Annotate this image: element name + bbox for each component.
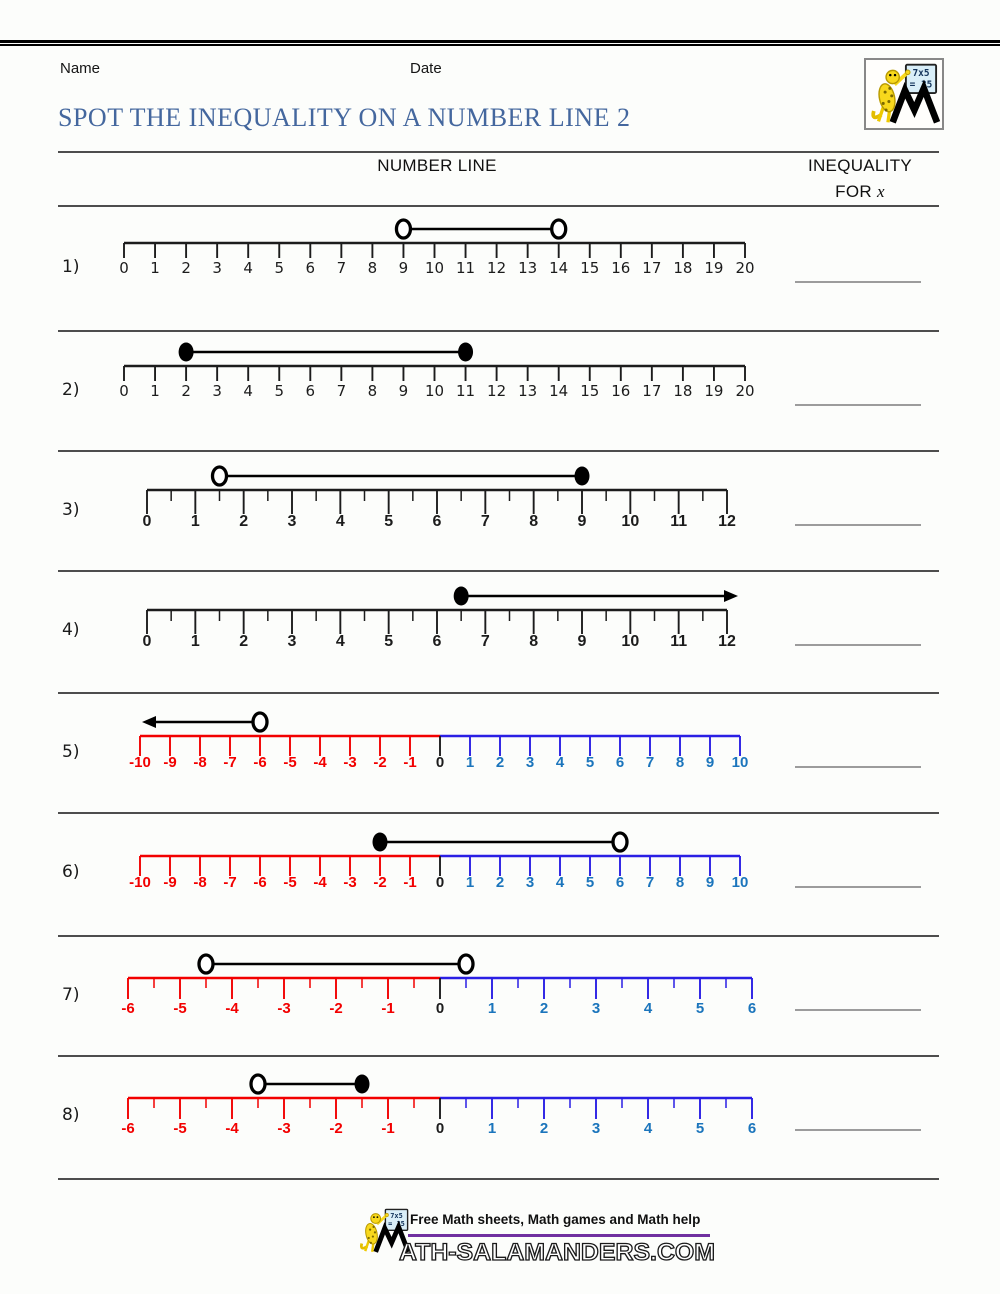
x-variable: x xyxy=(876,182,885,201)
number-line-svg xyxy=(0,450,1000,570)
number-line-2 xyxy=(0,330,1000,450)
tick-label: 4 xyxy=(335,633,345,650)
tick-label: 0 xyxy=(142,633,152,650)
number-line-8 xyxy=(0,1055,1000,1175)
tick-label: 6 xyxy=(432,513,442,530)
tick-label: 12 xyxy=(487,382,507,400)
tick-label: 11 xyxy=(456,259,476,277)
tick-label: 7 xyxy=(645,874,655,891)
tick-label: 15 xyxy=(580,259,600,277)
tick-label: 2 xyxy=(239,633,249,650)
tick-label: -10 xyxy=(129,754,151,771)
answer-blank-3[interactable] xyxy=(795,524,921,526)
closed-point xyxy=(575,467,590,486)
number-line-svg xyxy=(0,812,1000,932)
row-number-label: 4) xyxy=(62,620,80,640)
top-rule-bar xyxy=(0,40,1000,46)
tick-label: 2 xyxy=(181,382,191,400)
tick-label: 16 xyxy=(611,382,631,400)
tick-label: 1 xyxy=(150,259,160,277)
answer-blank-4[interactable] xyxy=(795,644,921,646)
tick-label: 10 xyxy=(731,874,749,891)
divider xyxy=(58,1178,939,1180)
tick-label: 6 xyxy=(747,1000,757,1017)
tick-label: 13 xyxy=(518,382,538,400)
row-number-label: 5) xyxy=(62,742,80,762)
tick-label: 20 xyxy=(735,382,755,400)
arrow-left-icon xyxy=(142,716,156,728)
tick-label: 11 xyxy=(670,513,688,530)
tick-label: 0 xyxy=(435,1120,445,1137)
number-line-svg xyxy=(0,692,1000,812)
column-header-number-line: NUMBER LINE xyxy=(377,156,497,175)
tick-label: 9 xyxy=(577,513,587,530)
tick-label: 1 xyxy=(487,1120,497,1137)
tick-label: 5 xyxy=(585,754,595,771)
tick-label: 8 xyxy=(367,259,378,277)
row-number-label: 8) xyxy=(62,1105,80,1125)
tick-label: 2 xyxy=(495,754,505,771)
closed-point xyxy=(355,1075,370,1094)
tick-label: 7 xyxy=(480,513,490,530)
worksheet-row-4 xyxy=(0,570,1000,692)
closed-point xyxy=(458,343,473,362)
tick-label: 8 xyxy=(675,754,685,771)
tick-label: 9 xyxy=(705,874,715,891)
tick-label: 5 xyxy=(695,1120,705,1137)
tick-label: 3 xyxy=(212,259,222,277)
tick-label: 5 xyxy=(384,513,394,530)
open-point xyxy=(213,467,227,485)
tick-label: 10 xyxy=(424,382,445,400)
tick-label: 4 xyxy=(555,874,565,891)
tick-label: 6 xyxy=(747,1120,757,1137)
number-line-svg xyxy=(0,1055,1000,1175)
tick-label: 1 xyxy=(190,513,200,530)
closed-point xyxy=(454,587,469,606)
number-line-svg xyxy=(0,207,1000,327)
footer-wordmark-text: ATH-SALAMANDERS.COM xyxy=(399,1239,715,1266)
tick-label: 6 xyxy=(305,259,316,277)
tick-label: 6 xyxy=(305,382,316,400)
open-point xyxy=(396,220,410,238)
tick-label: 9 xyxy=(398,259,409,277)
tick-label: 9 xyxy=(705,754,715,771)
tick-label: -5 xyxy=(283,874,297,891)
tick-label: 4 xyxy=(243,382,253,400)
worksheet-row-6 xyxy=(0,812,1000,935)
tick-label: 5 xyxy=(695,1000,705,1017)
answer-blank-7[interactable] xyxy=(795,1009,921,1011)
open-point xyxy=(253,713,267,731)
tick-label: 1 xyxy=(465,754,475,771)
number-line-3 xyxy=(0,450,1000,570)
date-label: Date xyxy=(410,60,442,77)
tick-label: 9 xyxy=(577,633,587,650)
closed-point xyxy=(179,343,194,362)
tick-label: 2 xyxy=(539,1000,549,1017)
tick-label: 6 xyxy=(615,874,625,891)
tick-label: -1 xyxy=(403,874,417,891)
tick-label: 2 xyxy=(539,1120,549,1137)
tick-label: -2 xyxy=(373,874,387,891)
worksheet-row-8 xyxy=(0,1055,1000,1178)
tick-label: -4 xyxy=(225,1120,239,1137)
tick-label: 12 xyxy=(718,633,736,650)
tick-label: 7 xyxy=(645,754,655,771)
open-point xyxy=(459,955,473,973)
tick-label: 9 xyxy=(398,382,409,400)
arrow-right-icon xyxy=(724,590,738,602)
column-header-inequality: INEQUALITY xyxy=(807,156,913,175)
tick-label: 4 xyxy=(243,259,253,277)
tick-label: 4 xyxy=(335,513,345,530)
tick-label: 19 xyxy=(704,382,724,400)
tick-label: 20 xyxy=(735,259,755,277)
tick-label: 6 xyxy=(432,633,442,650)
tick-label: 7 xyxy=(336,382,347,400)
tick-label: 0 xyxy=(142,513,152,530)
tick-label: -1 xyxy=(381,1120,395,1137)
tick-label: -6 xyxy=(121,1000,135,1017)
tick-label: 2 xyxy=(495,874,505,891)
answer-blank-8[interactable] xyxy=(795,1129,921,1131)
tick-label: 11 xyxy=(456,382,476,400)
footer-tagline: Free Math sheets, Math games and Math help xyxy=(410,1212,701,1227)
tick-label: 7 xyxy=(336,259,347,277)
tick-label: -9 xyxy=(163,754,177,771)
answer-blank-2[interactable] xyxy=(795,404,921,406)
tick-label: -4 xyxy=(225,1000,239,1017)
row-number-label: 1) xyxy=(62,257,80,277)
tick-label: 0 xyxy=(435,874,445,891)
tick-label: 11 xyxy=(670,633,688,650)
tick-label: 5 xyxy=(585,874,595,891)
tick-label: 14 xyxy=(549,259,569,277)
worksheet-row-5 xyxy=(0,692,1000,812)
tick-label: 4 xyxy=(643,1000,653,1017)
tick-label: 14 xyxy=(549,382,569,400)
name-label: Name xyxy=(60,60,101,77)
tick-label: 1 xyxy=(465,874,475,891)
tick-label: 15 xyxy=(580,382,600,400)
worksheet-row-1 xyxy=(0,207,1000,330)
tick-label: 10 xyxy=(424,259,445,277)
number-line-7 xyxy=(0,935,1000,1055)
tick-label: 2 xyxy=(181,259,191,277)
open-point xyxy=(199,955,213,973)
tick-label: 0 xyxy=(435,1000,445,1017)
tick-label: 4 xyxy=(555,754,565,771)
tick-label: 1 xyxy=(190,633,200,650)
number-line-6 xyxy=(0,812,1000,932)
tick-label: -5 xyxy=(173,1120,187,1137)
tick-label: -2 xyxy=(373,754,387,771)
tick-label: 10 xyxy=(621,513,640,530)
answer-blank-5[interactable] xyxy=(795,766,921,768)
row-number-label: 2) xyxy=(62,380,80,400)
tick-label: -1 xyxy=(381,1000,395,1017)
open-point xyxy=(613,833,627,851)
tick-label: 8 xyxy=(675,874,685,891)
column-header-for-x xyxy=(790,182,930,202)
tick-label: -1 xyxy=(403,754,417,771)
row-number-label: 6) xyxy=(62,862,80,882)
row-number-label: 3) xyxy=(62,500,80,520)
for-text: FOR xyxy=(835,182,872,201)
tick-label: -3 xyxy=(343,874,357,891)
tick-label: -2 xyxy=(329,1120,343,1137)
tick-label: 1 xyxy=(487,1000,497,1017)
tick-label: 1 xyxy=(150,382,160,400)
tick-label: -2 xyxy=(329,1000,343,1017)
tick-label: 13 xyxy=(518,259,538,277)
tick-label: 18 xyxy=(673,259,693,277)
number-line-svg xyxy=(0,935,1000,1055)
tick-label: 6 xyxy=(615,754,625,771)
tick-label: -7 xyxy=(223,874,237,891)
tick-label: 12 xyxy=(718,513,736,530)
tick-label: 0 xyxy=(435,754,445,771)
tick-label: 3 xyxy=(287,513,297,530)
tick-label: 3 xyxy=(287,633,297,650)
worksheet-row-3 xyxy=(0,450,1000,570)
number-line-svg xyxy=(0,330,1000,450)
number-line-4 xyxy=(0,570,1000,690)
tick-label: 0 xyxy=(119,259,129,277)
tick-label: 10 xyxy=(621,633,640,650)
page-title: SPOT THE INEQUALITY ON A NUMBER LINE 2 xyxy=(58,103,631,132)
tick-label: -5 xyxy=(283,754,297,771)
tick-label: 3 xyxy=(591,1000,601,1017)
tick-label: -3 xyxy=(343,754,357,771)
tick-label: 3 xyxy=(212,382,222,400)
tick-label: 10 xyxy=(731,754,749,771)
tick-label: -7 xyxy=(223,754,237,771)
tick-label: -3 xyxy=(277,1000,291,1017)
tick-label: 2 xyxy=(239,513,249,530)
tick-label: 5 xyxy=(274,259,285,277)
number-line-svg xyxy=(0,570,1000,690)
tick-label: -4 xyxy=(313,874,327,891)
tick-label: 5 xyxy=(274,382,285,400)
tick-label: 0 xyxy=(119,382,129,400)
number-line-1 xyxy=(0,207,1000,327)
tick-label: -3 xyxy=(277,1120,291,1137)
tick-label: -6 xyxy=(253,754,267,771)
tick-label: 17 xyxy=(642,259,662,277)
number-line-5 xyxy=(0,692,1000,812)
tick-label: 3 xyxy=(525,754,535,771)
tick-label: 3 xyxy=(591,1120,601,1137)
tick-label: 8 xyxy=(529,513,539,530)
answer-blank-6[interactable] xyxy=(795,886,921,888)
row-number-label: 7) xyxy=(62,985,80,1005)
tick-label: -6 xyxy=(121,1120,135,1137)
tick-label: 17 xyxy=(642,382,662,400)
tick-label: -8 xyxy=(193,874,207,891)
open-point xyxy=(552,220,566,238)
tick-label: -10 xyxy=(129,874,151,891)
closed-point xyxy=(373,833,388,852)
worksheet-row-7 xyxy=(0,935,1000,1055)
tick-label: 5 xyxy=(384,633,394,650)
tick-label: -5 xyxy=(173,1000,187,1017)
tick-label: 16 xyxy=(611,259,631,277)
open-point xyxy=(251,1075,265,1093)
answer-blank-1[interactable] xyxy=(795,281,921,283)
tick-label: 8 xyxy=(367,382,378,400)
tick-label: -9 xyxy=(163,874,177,891)
worksheet-row-2 xyxy=(0,330,1000,450)
tick-label: 19 xyxy=(704,259,724,277)
divider xyxy=(58,151,939,153)
tick-label: 3 xyxy=(525,874,535,891)
tick-label: 4 xyxy=(643,1120,653,1137)
site-logo-svg xyxy=(866,60,942,128)
tick-label: 18 xyxy=(673,382,693,400)
tick-label: -4 xyxy=(313,754,327,771)
tick-label: 8 xyxy=(529,633,539,650)
tick-label: -8 xyxy=(193,754,207,771)
tick-label: -6 xyxy=(253,874,267,891)
site-logo xyxy=(864,58,944,130)
tick-label: 7 xyxy=(480,633,490,650)
tick-label: 12 xyxy=(487,259,507,277)
footer-wordmark xyxy=(397,1236,719,1268)
